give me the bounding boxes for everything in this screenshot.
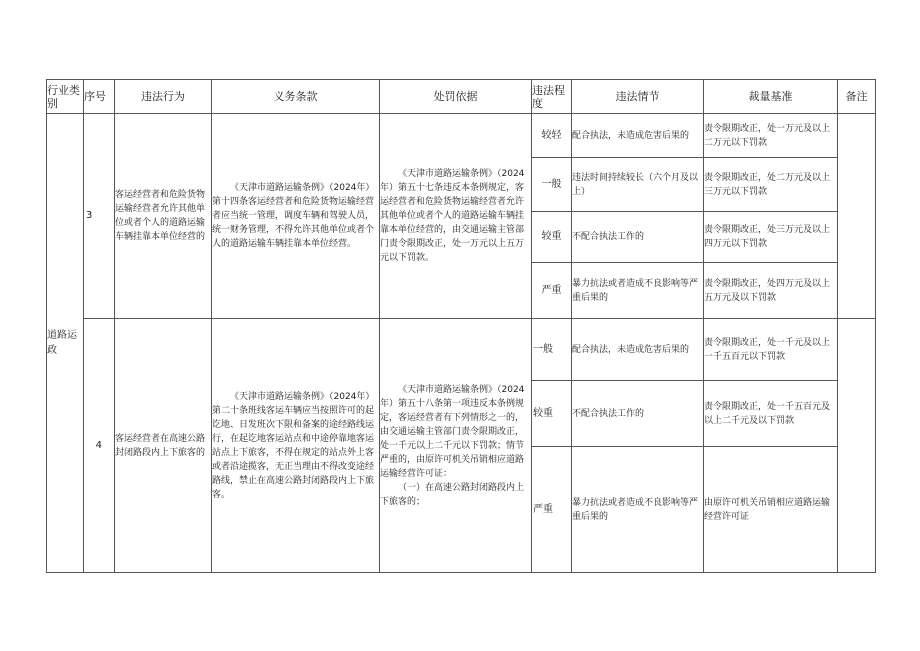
penalty-basis-item: （一）在高速公路封闭路段内上下旅客的； bbox=[380, 482, 525, 507]
circumstance-cell: 配合执法，未造成危害后果的 bbox=[572, 319, 704, 381]
header-standard: 裁量基准 bbox=[704, 80, 838, 114]
header-degree: 违法程度 bbox=[532, 80, 572, 114]
discretion-standard-table bbox=[46, 79, 876, 573]
violation-cell: 客运经营者在高速公路封闭路段内上下旅客的 bbox=[115, 319, 212, 573]
circumstance-cell: 配合执法，未造成危害后果的 bbox=[572, 114, 704, 158]
standard-cell: 责令限期改正，处一千元及以上一千五百元以下罚款 bbox=[704, 319, 838, 381]
penalty-basis-paragraph: 《天津市道路运输条例》（2024年）第五十八条第一项违反本条例规定，客运经营者有下列情形之一的，由交通运输主管部门责令限期改正，处一千元以上二千元以下罚款；情节严重的，由原许可机关吊销相应道路运输经营许可证： bbox=[380, 384, 525, 479]
degree-cell: 较重 bbox=[532, 212, 572, 263]
violation-cell: 客运经营者和危险货物运输经营者允许其他单位或者个人的道路运输车辆挂靠本单位经营的 bbox=[115, 114, 212, 319]
table-row bbox=[47, 319, 876, 381]
remarks-cell bbox=[838, 319, 876, 573]
table-row bbox=[47, 114, 876, 158]
item-number: 4 bbox=[84, 319, 115, 573]
degree-cell: 较重 bbox=[532, 381, 572, 447]
degree-cell: 一般 bbox=[532, 319, 572, 381]
circumstance-cell: 违法时间持续较长（六个月及以上） bbox=[572, 158, 704, 212]
penalty-basis-cell bbox=[380, 319, 532, 573]
header-category: 行业类别 bbox=[47, 80, 84, 114]
header-row bbox=[47, 80, 876, 114]
degree-cell: 严重 bbox=[532, 263, 572, 319]
standard-cell: 责令限期改正，处四万元及以上五万元及以下罚款 bbox=[704, 263, 838, 319]
degree-cell: 严重 bbox=[532, 447, 572, 573]
circumstance-cell: 不配合执法工作的 bbox=[572, 212, 704, 263]
obligation-cell: 《天津市道路运输条例》（2024年）第十四条客运经营者和危险货物运输经营者应当统一管理，调度车辆和驾驶人员，统一财务管理，不得允许其他单位或者个人的道路运输车辆挂靠本单位经营。 bbox=[212, 114, 380, 319]
standard-cell: 责令限期改正，处二万元及以上三万元以下罚款 bbox=[704, 158, 838, 212]
standard-cell: 由原许可机关吊销相应道路运输经营许可证 bbox=[704, 447, 838, 573]
circumstance-cell: 暴力抗法或者造成不良影响等严重后果的 bbox=[572, 263, 704, 319]
header-obligation: 义务条款 bbox=[212, 80, 380, 114]
obligation-cell: 《天津市道路运输条例》（2024年）第二十条班线客运车辆应当按照许可的起讫地、日发班次下限和备案的途经路线运行，在起讫地客运站点和中途停靠地客运站点上下旅客，不得在规定的站点外上客或者沿途揽客，无正当理由不得改变途经路线，禁止在高速公路封闭路段内上下旅客。 bbox=[212, 319, 380, 573]
header-remarks: 备注 bbox=[838, 80, 876, 114]
standard-cell: 责令限期改正，处一千五百元及以上二千元及以下罚款 bbox=[704, 381, 838, 447]
header-number: 序号 bbox=[84, 80, 115, 114]
circumstance-cell: 暴力抗法或者造成不良影响等严重后果的 bbox=[572, 447, 704, 573]
degree-cell: 较轻 bbox=[532, 114, 572, 158]
header-penalty-basis: 处罚依据 bbox=[380, 80, 532, 114]
standard-cell: 责令限期改正，处三万元及以上四万元以下罚款 bbox=[704, 212, 838, 263]
penalty-basis-cell: 《天津市道路运输条例》（2024年）第五十七条违反本条例规定，客运经营者和危险货物运输经营者允许其他单位或者个人的道路运输车辆挂靠本单位经营的，由交通运输主管部门责令限期改正，处一万元以上五万元以下罚款。 bbox=[380, 114, 532, 319]
header-violation: 违法行为 bbox=[115, 80, 212, 114]
remarks-cell bbox=[838, 114, 876, 319]
circumstance-cell: 不配合执法工作的 bbox=[572, 381, 704, 447]
degree-cell: 一般 bbox=[532, 158, 572, 212]
category-cell: 道路运政 bbox=[47, 114, 84, 573]
standard-cell: 责令限期改正，处一万元及以上二万元以下罚款 bbox=[704, 114, 838, 158]
header-circumstance: 违法情节 bbox=[572, 80, 704, 114]
item-number: 3 bbox=[84, 114, 115, 319]
